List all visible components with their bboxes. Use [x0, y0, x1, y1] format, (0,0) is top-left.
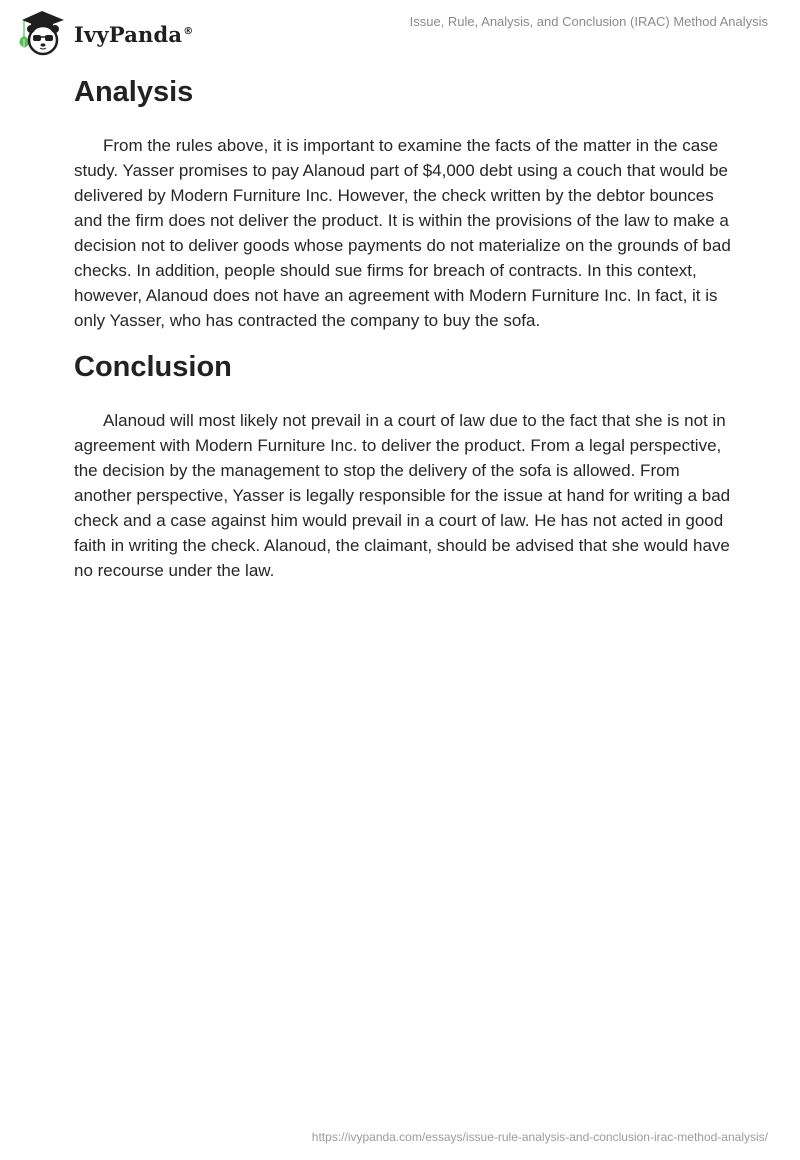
section-heading-analysis: Analysis: [74, 76, 194, 108]
section-paragraph-conclusion: Alanoud will most likely not prevail in a court of law due to the fact that she is not in agreement with Modern Furniture Inc. to deliver the product. From a legal perspective, the decision by the management to stop the delivery of the sofa is allowed. From another perspective, Yasser is legally responsible for the issue at hand for writing a bad check and a case against him would prevail in a court of law. He has not acted in good faith in writing the check. Alanoud, the claimant, should be advised that she would have no recourse under the law.: [74, 411, 731, 580]
ivypanda-logo[interactable]: [14, 8, 193, 56]
page-header: [0, 0, 800, 60]
section-heading-conclusion: Conclusion: [74, 351, 232, 383]
essay-content: [74, 72, 734, 583]
registered-mark: ®: [183, 25, 194, 37]
panda-graduation-cap-icon: [14, 8, 70, 56]
brand-name: IvyPanda®: [74, 21, 194, 47]
document-title: Issue, Rule, Analysis, and Conclusion (IRAC) Method Analysis: [409, 14, 768, 29]
section-paragraph-analysis: From the rules above, it is important to examine the facts of the matter in the case study. Yasser promises to pay Alanoud part of $4,000 debt using a couch that would be delivered by Modern Furniture Inc. However, the check written by the debtor bounces and the firm does not deliver the product. It is within the provisions of the law to make a decision not to deliver goods whose payments do not materialize on the grounds of bad checks. In addition, people should sue firms for breach of contracts. In this context, however, Alanoud does not have an agreement with Modern Furniture Inc. In fact, it is only Yasser, who has contracted the company to buy the sofa.: [74, 136, 731, 330]
source-url-link[interactable]: https://ivypanda.com/essays/issue-rule-analysis-and-conclusion-irac-method-analysis/: [311, 1130, 768, 1144]
